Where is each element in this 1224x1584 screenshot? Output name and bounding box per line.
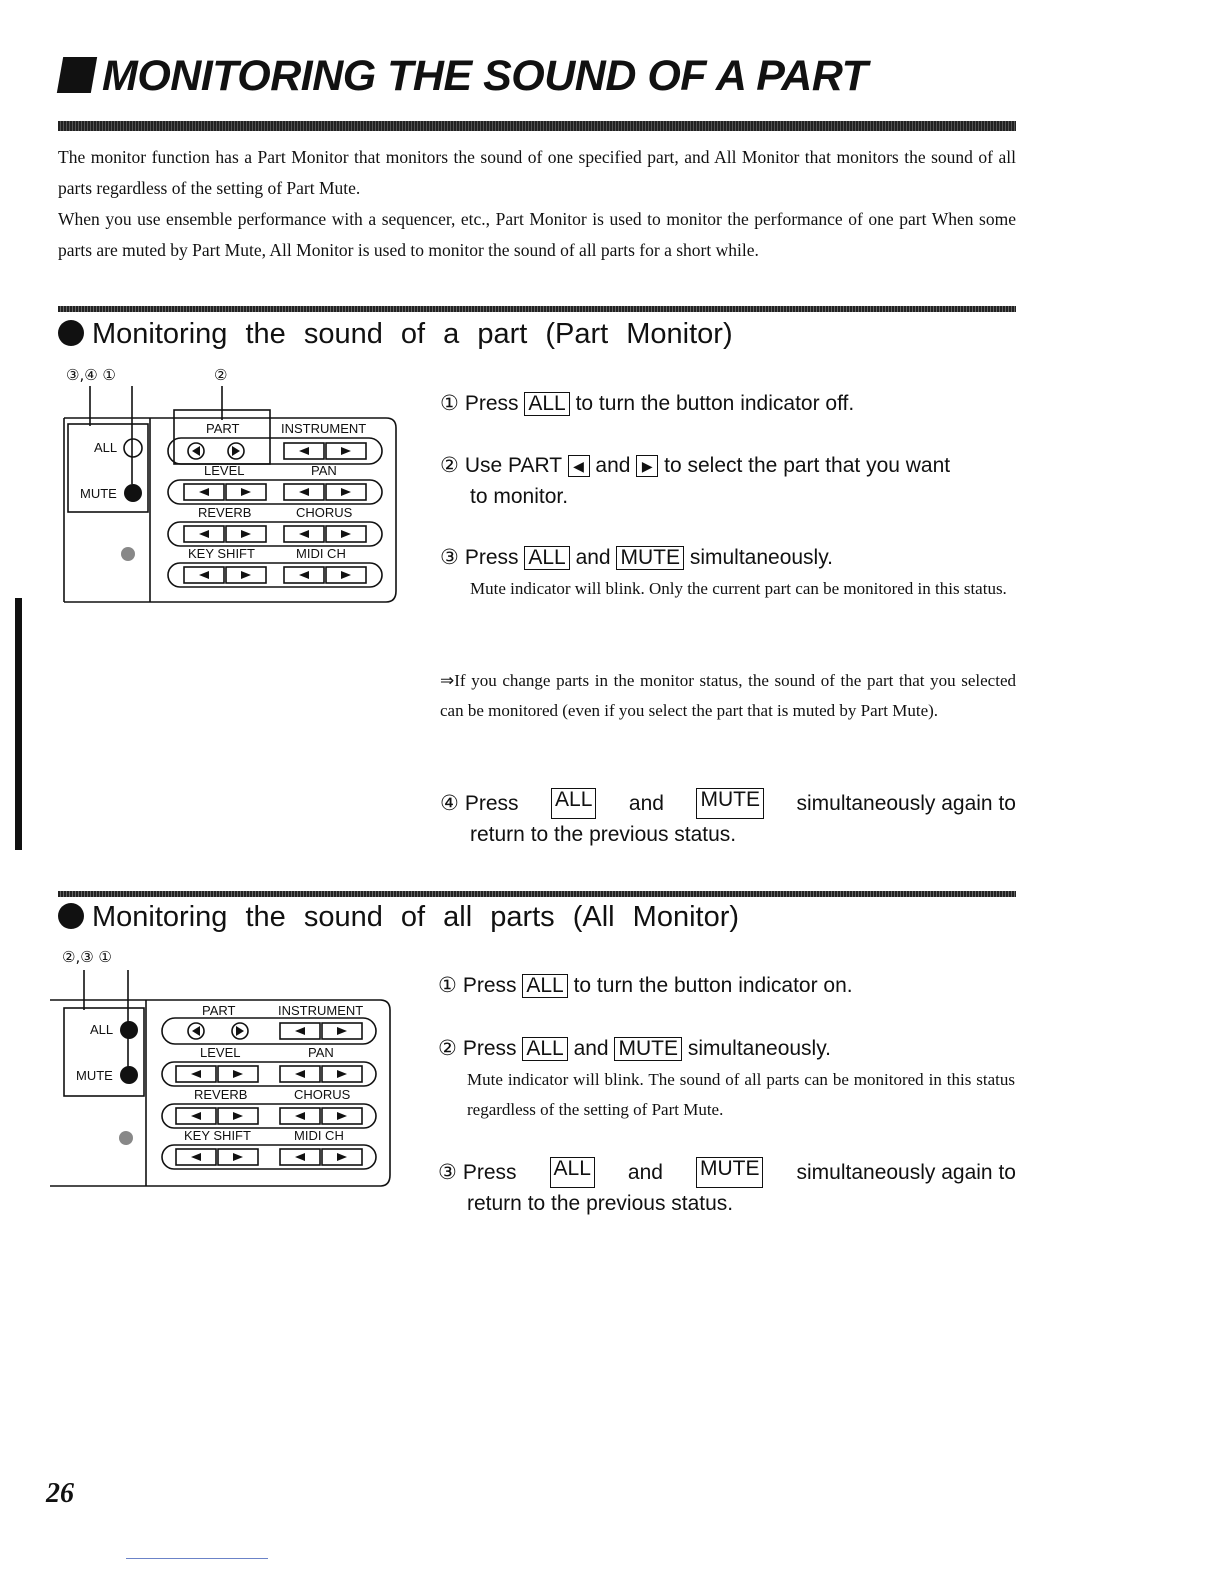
- diagram-step-markers: ③,④ ①: [66, 366, 116, 384]
- svg-text:MIDI CH: MIDI CH: [294, 1128, 344, 1143]
- svg-text:INSTRUMENT: INSTRUMENT: [281, 421, 367, 436]
- part-step-4: ④ Press ALL and MUTE simultaneously again to return to the previous status.: [440, 788, 1016, 846]
- all-step-2-note: Mute indicator will blink. The sound of all parts can be monitored in this status regardless of the setting of Part Mute.: [467, 1070, 1015, 1119]
- svg-text:LEVEL: LEVEL: [200, 1045, 241, 1060]
- page-title: [60, 52, 867, 101]
- part-step-3: ③ Press ALL and MUTE simultaneously.: [440, 546, 833, 569]
- diagram-step-marker-2: ②: [214, 366, 228, 384]
- title-rule: [58, 121, 1016, 131]
- svg-text:LEVEL: LEVEL: [204, 463, 245, 478]
- all-key: ALL: [524, 392, 569, 416]
- part-step-2: ② Use PART ◀ and ▶ to select the part that you want to monitor.: [440, 454, 951, 508]
- svg-text:ALL: ALL: [94, 440, 118, 455]
- part-step-1: ① Press ALL to turn the button indicator off.: [440, 392, 855, 415]
- page-title-text: MONITORING THE SOUND OF A PART: [102, 52, 868, 100]
- svg-text:REVERB: REVERB: [198, 505, 252, 520]
- page-number: 26: [46, 1478, 74, 1509]
- mute-key: MUTE: [616, 546, 684, 570]
- part-tip: ⇒If you change parts in the monitor status, the sound of the part that you selected can be monitored (even if you select the part that is muted by Part Mute).: [440, 671, 1016, 720]
- bullet-dot-icon: [58, 320, 84, 346]
- svg-text:CHORUS: CHORUS: [294, 1087, 351, 1102]
- arrow-icon: ⇒: [440, 671, 455, 690]
- svg-text:KEY SHIFT: KEY SHIFT: [184, 1128, 251, 1143]
- all-step-2: ② Press ALL and MUTE simultaneously.: [438, 1037, 831, 1060]
- section-heading-part-monitor: Monitoring the sound of a part (Part Monitor): [58, 318, 733, 351]
- section-rule-part: [58, 306, 1016, 312]
- svg-text:PART: PART: [202, 1003, 236, 1018]
- intro-text: [58, 142, 1016, 266]
- svg-text:PART: PART: [206, 421, 240, 436]
- svg-text:MUTE: MUTE: [76, 1068, 113, 1083]
- all-indicator-on-icon: [120, 1021, 138, 1039]
- title-square-icon: [57, 57, 97, 93]
- footer-line: [126, 1558, 268, 1559]
- control-panel-diagram-2: [50, 970, 400, 1190]
- intro-paragraph-2: When you use ensemble performance with a sequencer, etc., Part Monitor is used to monitor the performance of one part When some parts are muted by Part Mute, All Monitor is used to monitor the sound of all parts for a short while.: [58, 209, 1016, 260]
- diagram-step-markers-2: ②,③ ①: [62, 948, 112, 966]
- margin-bar: [15, 598, 22, 850]
- left-arrow-key-icon: ◀: [568, 455, 590, 477]
- svg-text:ALL: ALL: [90, 1022, 114, 1037]
- svg-text:INSTRUMENT: INSTRUMENT: [278, 1003, 364, 1018]
- svg-text:KEY SHIFT: KEY SHIFT: [188, 546, 255, 561]
- svg-text:MIDI CH: MIDI CH: [296, 546, 346, 561]
- control-panel-diagram: [56, 386, 406, 606]
- right-arrow-key-icon: ▶: [636, 455, 658, 477]
- part-step-3-note: Mute indicator will blink. Only the current part can be monitored in this status.: [470, 579, 1007, 598]
- svg-text:REVERB: REVERB: [194, 1087, 248, 1102]
- section-heading-all-monitor: Monitoring the sound of all parts (All Monitor): [58, 901, 739, 934]
- svg-text:PAN: PAN: [308, 1045, 334, 1060]
- mute-indicator-icon: [124, 484, 142, 502]
- all-step-3: ③ Press ALL and MUTE simultaneously again to return to the previous status.: [438, 1157, 1016, 1215]
- all-step-1: ① Press ALL to turn the button indicator on.: [438, 974, 853, 997]
- svg-text:CHORUS: CHORUS: [296, 505, 353, 520]
- svg-text:PAN: PAN: [311, 463, 337, 478]
- bullet-dot-icon: [58, 903, 84, 929]
- section-rule-all: [58, 891, 1016, 897]
- mute-indicator-icon-2: [120, 1066, 138, 1084]
- svg-text:MUTE: MUTE: [80, 486, 117, 501]
- intro-paragraph-1: The monitor function has a Part Monitor that monitors the sound of one specified part, and All Monitor that monitors the sound of all parts regardless of the setting of Part Mute.: [58, 147, 1016, 198]
